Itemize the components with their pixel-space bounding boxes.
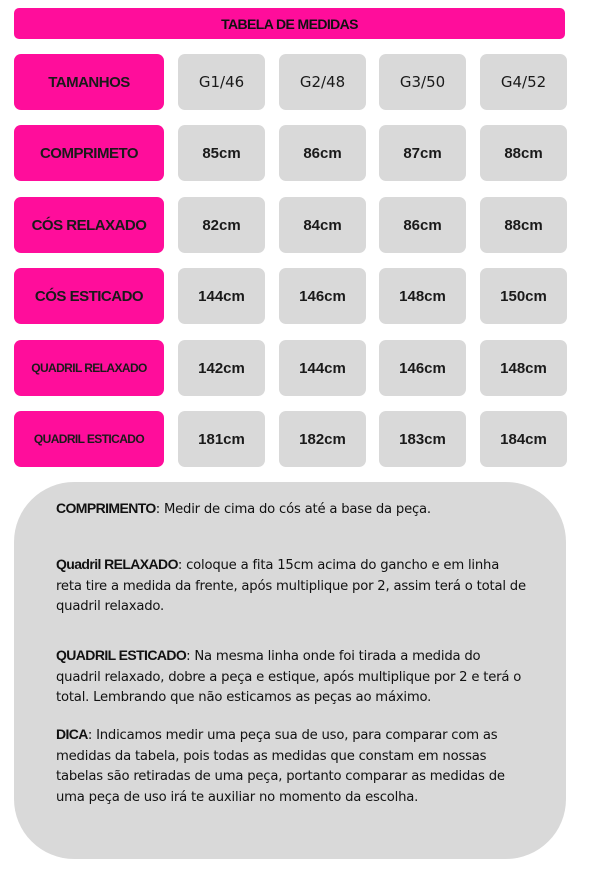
length-g1: 85cm — [178, 125, 265, 181]
size-g1: G1/46 — [178, 54, 265, 110]
row-label-hip-stretched: QUADRIL ESTICADO — [14, 411, 164, 467]
row-label-waist-stretched: CÓS ESTICADO — [14, 268, 164, 324]
length-g3: 87cm — [379, 125, 466, 181]
hip-stretched-g3: 183cm — [379, 411, 466, 467]
row-label-sizes: TAMANHOS — [14, 54, 164, 110]
note-hip-stretched-text: : Na mesma linha onde foi tirada a medida do quadril relaxado, dobre a peça e estique, após multiplique por 2 e terá o total. Lembrando que não esticamos as peças ao máximo. — [56, 649, 522, 705]
waist-relaxed-g1: 82cm — [178, 197, 265, 253]
note-hip-relaxed-term: Quadril RELAXADO — [56, 556, 178, 572]
note-tip-term: DICA — [56, 726, 88, 742]
length-g4: 88cm — [480, 125, 567, 181]
waist-stretched-g2: 146cm — [279, 268, 366, 324]
row-label-waist-relaxed: CÓS RELAXADO — [14, 197, 164, 253]
note-hip-stretched — [56, 645, 526, 709]
waist-stretched-g1: 144cm — [178, 268, 265, 324]
note-tip — [56, 724, 526, 808]
hip-stretched-g1: 181cm — [178, 411, 265, 467]
hip-relaxed-g1: 142cm — [178, 340, 265, 396]
note-length — [56, 498, 526, 521]
row-label-hip-relaxed: QUADRIL RELAXADO — [14, 340, 164, 396]
size-g4: G4/52 — [480, 54, 567, 110]
size-g3: G3/50 — [379, 54, 466, 110]
hip-stretched-g4: 184cm — [480, 411, 567, 467]
waist-relaxed-g3: 86cm — [379, 197, 466, 253]
note-tip-text: : Indicamos medir uma peça sua de uso, para comparar com as medidas da tabela, pois todas as medidas que constam em nossas tabelas são retiradas de uma peça, portanto comparar as medidas de uma peça de uso irá te auxiliar no momento da escolha. — [56, 728, 505, 805]
table-title: TABELA DE MEDIDAS — [14, 8, 565, 39]
size-g2: G2/48 — [279, 54, 366, 110]
waist-relaxed-g2: 84cm — [279, 197, 366, 253]
waist-relaxed-g4: 88cm — [480, 197, 567, 253]
hip-relaxed-g3: 146cm — [379, 340, 466, 396]
hip-relaxed-g4: 148cm — [480, 340, 567, 396]
hip-relaxed-g2: 144cm — [279, 340, 366, 396]
note-length-term: COMPRIMENTO — [56, 500, 156, 516]
note-length-text: : Medir de cima do cós até a base da peça. — [155, 502, 431, 517]
length-g2: 86cm — [279, 125, 366, 181]
hip-stretched-g2: 182cm — [279, 411, 366, 467]
waist-stretched-g4: 150cm — [480, 268, 567, 324]
note-hip-stretched-term: QUADRIL ESTICADO — [56, 647, 187, 663]
note-hip-relaxed — [56, 554, 526, 618]
row-label-length: COMPRIMETO — [14, 125, 164, 181]
measurement-notes — [14, 482, 566, 859]
waist-stretched-g3: 148cm — [379, 268, 466, 324]
note-hip-relaxed-text: : coloque a fita 15cm acima do gancho e em linha reta tire a medida da frente, após multiplique por 2, assim terá o total de quadril relaxado. — [56, 558, 526, 614]
